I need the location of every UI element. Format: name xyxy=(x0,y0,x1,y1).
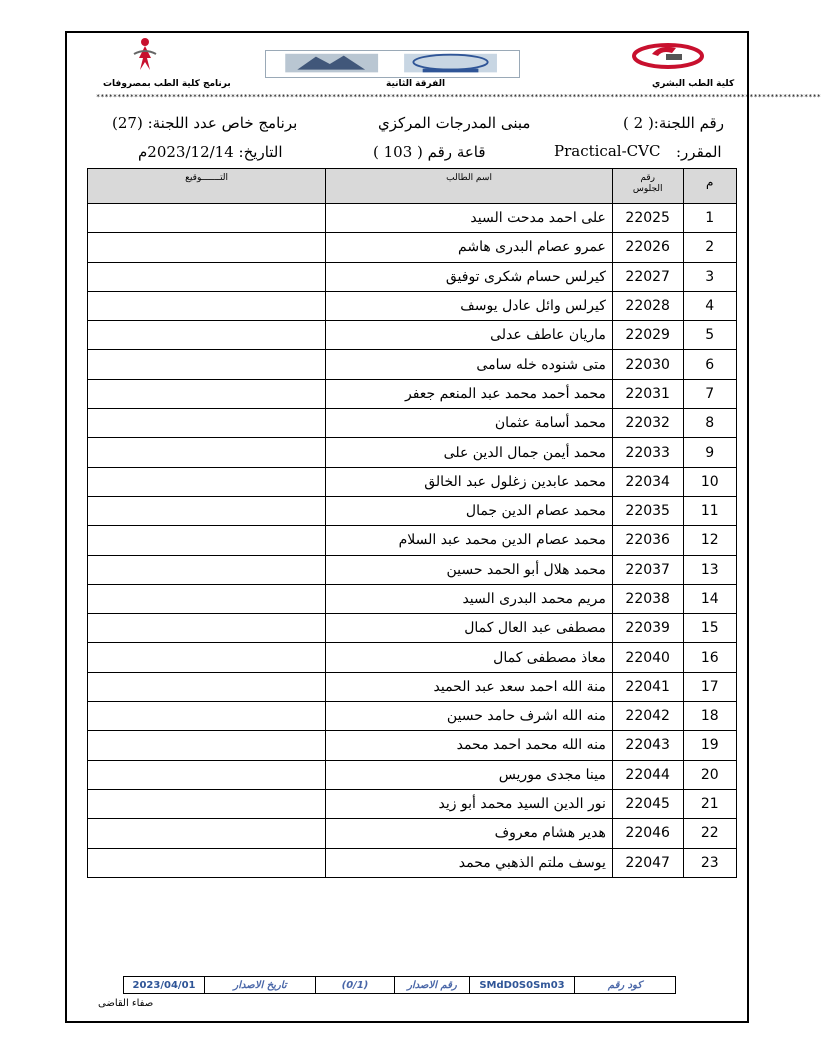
accreditation-logos-icon xyxy=(265,50,520,78)
student-name: معاذ مصطفى كمال xyxy=(326,643,613,672)
table-row xyxy=(88,643,737,672)
row-number: 9 xyxy=(683,438,736,467)
signature-cell xyxy=(88,233,326,262)
student-name: محمد عصام الدين جمال xyxy=(326,496,613,525)
signature-cell xyxy=(88,584,326,613)
table-row xyxy=(88,672,737,701)
student-name: كيرلس حسام شكرى توفيق xyxy=(326,262,613,291)
signature-cell xyxy=(88,643,326,672)
table-row xyxy=(88,409,737,438)
student-name: منة الله احمد سعد عبد الحميد xyxy=(326,672,613,701)
seat-number: 22041 xyxy=(612,672,683,701)
code-value: SMdD0S0Sm03 xyxy=(470,977,575,994)
issue-number-value: (0/1) xyxy=(316,977,395,994)
table-row xyxy=(88,760,737,789)
issue-number-label: رقم الاصدار xyxy=(395,977,470,994)
student-name: يوسف ملتم الذهبي محمد xyxy=(326,848,613,877)
signature-cell xyxy=(88,409,326,438)
student-name: محمد عصام الدين محمد عبد السلام xyxy=(326,526,613,555)
row-number: 10 xyxy=(683,467,736,496)
row-number: 15 xyxy=(683,614,736,643)
row-number: 5 xyxy=(683,321,736,350)
signature-cell xyxy=(88,350,326,379)
student-name: منه الله اشرف حامد حسين xyxy=(326,702,613,731)
signature-cell xyxy=(88,819,326,848)
signature-cell xyxy=(88,614,326,643)
row-number: 14 xyxy=(683,584,736,613)
signature-cell xyxy=(88,731,326,760)
seat-number: 22040 xyxy=(612,643,683,672)
table-row xyxy=(88,262,737,291)
seat-number: 22035 xyxy=(612,496,683,525)
row-number: 12 xyxy=(683,526,736,555)
faculty-logo-icon xyxy=(632,40,704,74)
seat-number: 22026 xyxy=(612,233,683,262)
signature-cell xyxy=(88,291,326,320)
student-name: محمد أحمد محمد عبد المنعم جعفر xyxy=(326,379,613,408)
row-number: 7 xyxy=(683,379,736,408)
seat-number: 22043 xyxy=(612,731,683,760)
header-seat-number: رقم الجلوس xyxy=(612,169,683,204)
seat-number: 22031 xyxy=(612,379,683,408)
row-number: 6 xyxy=(683,350,736,379)
table-row xyxy=(88,526,737,555)
committee-number: رقم اللجنة:( 2 ) xyxy=(623,114,724,132)
signature-cell xyxy=(88,702,326,731)
row-number: 3 xyxy=(683,262,736,291)
student-name: مصطفى عبد العال كمال xyxy=(326,614,613,643)
signature-cell xyxy=(88,262,326,291)
table-row xyxy=(88,496,737,525)
seat-number: 22030 xyxy=(612,350,683,379)
signer-name: صفاء القاضى xyxy=(98,998,154,1009)
student-name: هدير هشام معروف xyxy=(326,819,613,848)
signature-cell xyxy=(88,789,326,818)
course-label: المقرر: xyxy=(676,143,722,161)
seat-number: 22034 xyxy=(612,467,683,496)
table-row xyxy=(88,291,737,320)
table-row xyxy=(88,233,737,262)
student-name: محمد أسامة عثمان xyxy=(326,409,613,438)
signature-cell xyxy=(88,467,326,496)
table-row xyxy=(88,321,737,350)
seat-number: 22045 xyxy=(612,789,683,818)
table-row xyxy=(88,555,737,584)
student-name: محمد أيمن جمال الدين على xyxy=(326,438,613,467)
row-number: 1 xyxy=(683,204,736,233)
seat-number: 22025 xyxy=(612,204,683,233)
signature-cell xyxy=(88,496,326,525)
exam-date: التاريخ: 2023/12/14م xyxy=(138,143,283,161)
issue-date-label: تاريخ الاصدار xyxy=(205,977,316,994)
seat-number: 22046 xyxy=(612,819,683,848)
table-header-row xyxy=(88,169,737,204)
seat-number: 22042 xyxy=(612,702,683,731)
year-label: الفرقة الثانية xyxy=(386,79,446,89)
table-row xyxy=(88,848,737,877)
row-number: 20 xyxy=(683,760,736,789)
student-name: على احمد مدحت السيد xyxy=(326,204,613,233)
student-name: كيرلس وائل عادل يوسف xyxy=(326,291,613,320)
row-number: 11 xyxy=(683,496,736,525)
student-name: عمرو عصام البدرى هاشم xyxy=(326,233,613,262)
program-label: برنامج كلية الطب بمصروفات xyxy=(103,79,231,89)
header-signature: التـــــــوقيع xyxy=(88,169,326,204)
table-row xyxy=(88,614,737,643)
student-name: مريم محمد البدرى السيد xyxy=(326,584,613,613)
signature-cell xyxy=(88,672,326,701)
student-name: مينا مجدى موريس xyxy=(326,760,613,789)
hall-number: قاعة رقم ( 103 ) xyxy=(373,143,486,161)
row-number: 17 xyxy=(683,672,736,701)
signature-cell xyxy=(88,321,326,350)
issue-date-value: 2023/04/01 xyxy=(124,977,205,994)
table-row xyxy=(88,731,737,760)
row-number: 22 xyxy=(683,819,736,848)
header-number: م xyxy=(683,169,736,204)
code-label: كود رقم xyxy=(575,977,676,994)
signature-cell xyxy=(88,379,326,408)
student-table xyxy=(87,168,737,878)
program-count: برنامج خاص عدد اللجنة: (27) xyxy=(112,114,298,132)
seat-number: 22033 xyxy=(612,438,683,467)
student-name: ماريان عاطف عدلى xyxy=(326,321,613,350)
signature-cell xyxy=(88,555,326,584)
seat-number: 22036 xyxy=(612,526,683,555)
student-name: محمد عابدين زغلول عبد الخالق xyxy=(326,467,613,496)
table-row xyxy=(88,584,737,613)
row-number: 2 xyxy=(683,233,736,262)
table-row xyxy=(88,379,737,408)
row-number: 18 xyxy=(683,702,736,731)
student-name: منه الله محمد احمد محمد xyxy=(326,731,613,760)
seat-number: 22047 xyxy=(612,848,683,877)
seat-number: 22037 xyxy=(612,555,683,584)
seat-number: 22039 xyxy=(612,614,683,643)
document-control-box xyxy=(123,976,676,994)
signature-cell xyxy=(88,438,326,467)
student-name: متى شنوده خله سامى xyxy=(326,350,613,379)
row-number: 8 xyxy=(683,409,736,438)
seat-number: 22027 xyxy=(612,262,683,291)
seat-number: 22028 xyxy=(612,291,683,320)
seat-number: 22029 xyxy=(612,321,683,350)
row-number: 13 xyxy=(683,555,736,584)
signature-cell xyxy=(88,526,326,555)
seat-number: 22032 xyxy=(612,409,683,438)
building-name: مبنى المدرجات المركزي xyxy=(378,114,531,132)
seat-number: 22044 xyxy=(612,760,683,789)
table-row xyxy=(88,819,737,848)
row-number: 21 xyxy=(683,789,736,818)
seat-number: 22038 xyxy=(612,584,683,613)
header-student-name: اسم الطالب xyxy=(326,169,613,204)
row-number: 23 xyxy=(683,848,736,877)
row-number: 4 xyxy=(683,291,736,320)
student-name: نور الدين السيد محمد أبو زيد xyxy=(326,789,613,818)
course-value: Practical-CVC xyxy=(554,142,661,160)
signature-cell xyxy=(88,848,326,877)
signature-cell xyxy=(88,204,326,233)
faculty-name: كلية الطب البشري xyxy=(652,79,735,89)
row-number: 19 xyxy=(683,731,736,760)
signature-cell xyxy=(88,760,326,789)
table-row xyxy=(88,204,737,233)
table-row xyxy=(88,438,737,467)
table-row xyxy=(88,350,737,379)
separator-stars: **************************************************************************************************************************************************************************** xyxy=(96,93,821,101)
program-logo-icon xyxy=(130,36,160,76)
table-row xyxy=(88,702,737,731)
student-name: محمد هلال أبو الحمد حسين xyxy=(326,555,613,584)
table-row xyxy=(88,789,737,818)
row-number: 16 xyxy=(683,643,736,672)
table-row xyxy=(88,467,737,496)
